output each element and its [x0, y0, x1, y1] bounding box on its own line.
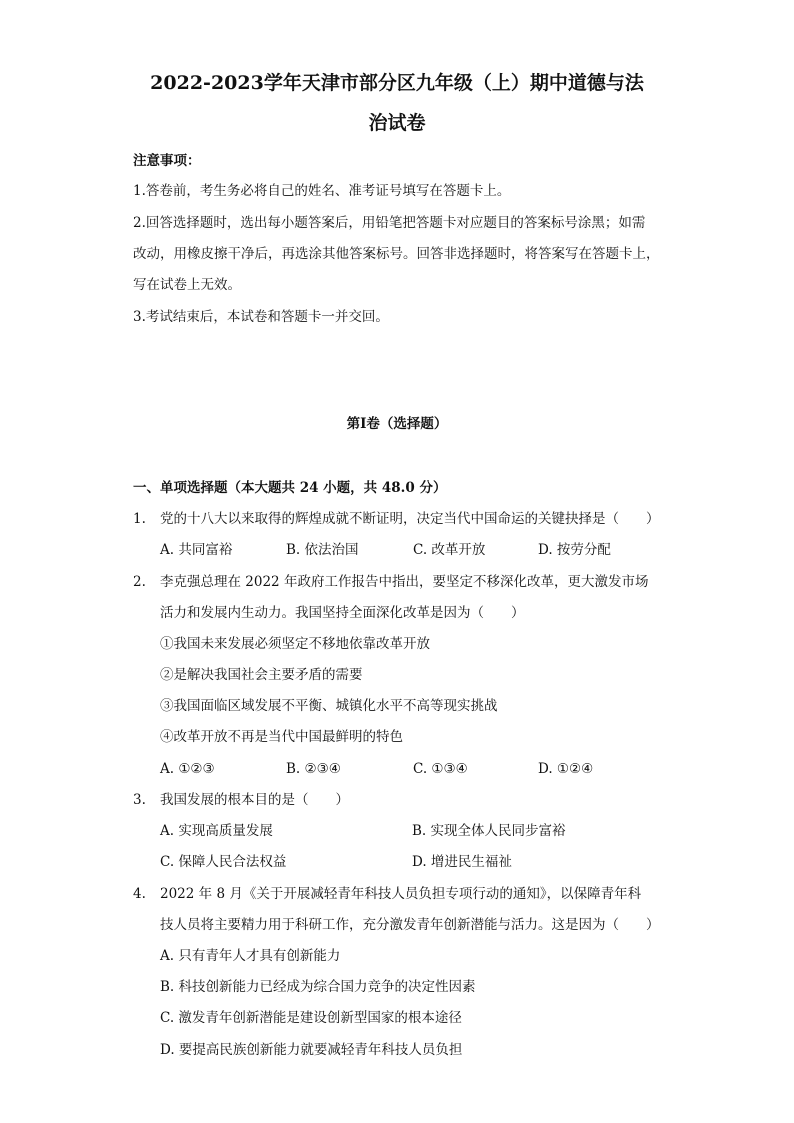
notice-heading: 注意事项： — [133, 153, 201, 169]
option-b: B. 科技创新能力已经成为综合国力竞争的决定性因素 — [160, 979, 476, 995]
option-d: D. 增进民生福祉 — [412, 854, 512, 870]
question-stem: 活力和发展内生动力。我国坚持全面深化改革是因为（ ） — [160, 605, 525, 621]
question-number: 1. — [133, 511, 146, 527]
notice-item: 改动，用橡皮擦干净后，再选涂其他答案标号。回答非选择题时，将答案写在答题卡上， — [133, 246, 660, 262]
notice-item: 写在试卷上无效。 — [133, 277, 241, 293]
option-c: C. 保障人民合法权益 — [160, 854, 287, 870]
option-c: C. ①③④ — [413, 761, 468, 777]
question-stem: 2022 年 8 月《关于开展减轻青年科技人员负担专项行动的通知》，以保障青年科 — [160, 886, 642, 902]
option-d: D. ①②④ — [538, 761, 594, 777]
option-a: A. ①②③ — [160, 761, 215, 777]
option-b: B. 实现全体人民同步富裕 — [412, 823, 566, 839]
question-number: 2. — [133, 574, 146, 590]
question-number: 4. — [133, 886, 146, 902]
option-a: A. 只有青年人才具有创新能力 — [160, 948, 341, 964]
question-statement: ③我国面临区域发展不平衡、城镇化水平不高等现实挑战 — [160, 698, 498, 714]
option-a: A. 共同富裕 — [160, 542, 233, 558]
notice-item: 2.回答选择题时，选出每小题答案后，用铅笔把答题卡对应题目的答案标号涂黑；如需 — [133, 215, 646, 231]
question-statement: ②是解决我国社会主要矛盾的需要 — [160, 667, 363, 683]
question-stem: 党的十八大以来取得的辉煌成就不断证明，决定当代中国命运的关键抉择是（ ） — [160, 511, 660, 527]
notice-item: 1.答卷前，考生务必将自己的姓名、准考证号填写在答题卡上。 — [133, 183, 511, 199]
option-c: C. 改革开放 — [413, 542, 486, 558]
question-stem: 李克强总理在 2022 年政府工作报告中指出，要坚定不移深化改革，更大激发市场 — [160, 574, 649, 590]
question-statement: ④改革开放不再是当代中国最鲜明的特色 — [160, 729, 403, 745]
option-c: C. 激发青年创新潜能是建设创新型国家的根本途径 — [160, 1010, 462, 1026]
exam-title-line2: 治试卷 — [368, 112, 426, 134]
option-d: D. 按劳分配 — [538, 542, 611, 558]
notice-item: 3.考试结束后，本试卷和答题卡一并交回。 — [133, 309, 389, 325]
option-d: D. 要提高民族创新能力就要减轻青年科技人员负担 — [160, 1042, 463, 1058]
exam-title-line1: 2022-2023学年天津市部分区九年级（上）期中道德与法 — [150, 72, 644, 94]
section-title: 第I卷（选择题） — [346, 416, 448, 432]
question-number: 3. — [133, 792, 146, 808]
part-heading: 一、单项选择题（本大题共 24 小题，共 48.0 分） — [133, 480, 447, 496]
option-a: A. 实现高质量发展 — [160, 823, 273, 839]
question-stem: 我国发展的根本目的是（ ） — [160, 792, 349, 808]
question-stem: 技人员将主要精力用于科研工作，充分激发青年创新潜能与活力。这是因为（ ） — [160, 917, 660, 933]
question-statement: ①我国未来发展必须坚定不移地依靠改革开放 — [160, 636, 430, 652]
option-b: B. ②③④ — [286, 761, 341, 777]
option-b: B. 依法治国 — [286, 542, 359, 558]
